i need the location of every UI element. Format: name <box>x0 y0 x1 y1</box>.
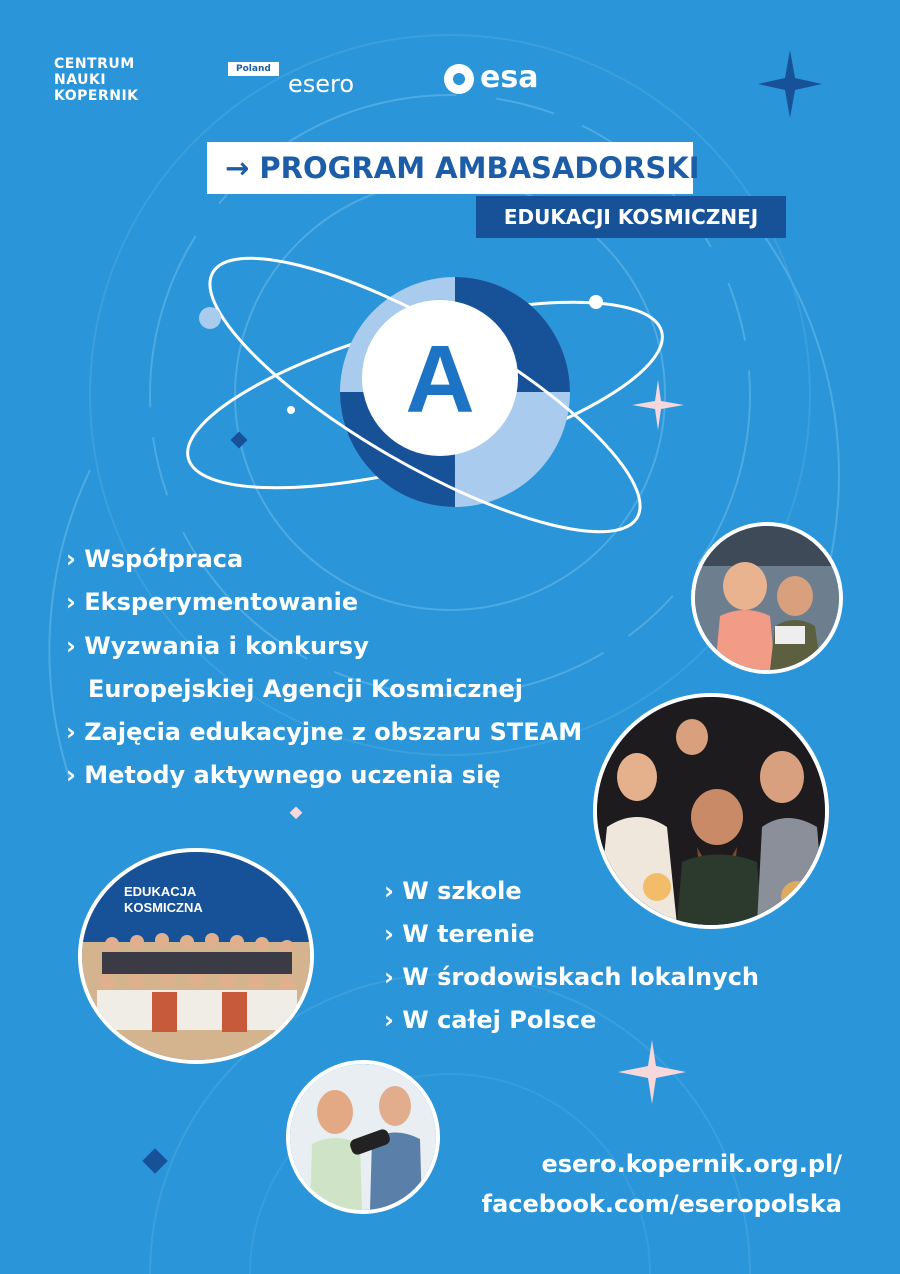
esero-poland-logo: Poland esero <box>228 52 378 102</box>
list-item: › Zajęcia edukacyjne z obszaru STEAM <box>66 718 583 747</box>
photo-demonstration <box>286 1060 440 1214</box>
centrum-nauki-kopernik-logo: CENTRUM NAUKI KOPERNIK <box>54 56 139 104</box>
list-item: › Wyzwania i konkursy <box>66 631 369 660</box>
photo-workshop <box>691 522 843 674</box>
emblem-letter: A <box>405 326 475 433</box>
facebook-link[interactable]: facebook.com/eseropolska <box>481 1190 842 1218</box>
esa-logo: esa <box>444 62 554 98</box>
list-item: › Współpraca <box>66 545 244 573</box>
list-item: Europejskiej Agencji Kosmicznej <box>88 674 523 703</box>
list-item: › W terenie <box>384 920 535 948</box>
list-item: › Metody aktywnego uczenia się <box>66 761 501 790</box>
list-item: › W całej Polsce <box>384 1006 597 1034</box>
list-item: › W szkole <box>384 877 522 905</box>
photo-group <box>78 848 314 1064</box>
page-title: → PROGRAM AMBASADORSKI <box>207 142 693 194</box>
photo-experiment-group <box>593 693 829 929</box>
group-photo-banner-line2: KOSMICZNA <box>124 900 203 915</box>
website-link[interactable]: esero.kopernik.org.pl/ <box>541 1150 842 1178</box>
group-photo-banner-line1: EDUKACJA <box>124 884 197 899</box>
page-subtitle: EDUKACJI KOSMICZNEJ <box>476 196 786 238</box>
feature-list <box>66 538 582 798</box>
list-item: › Eksperymentowanie <box>66 588 359 617</box>
list-item: › W środowiskach lokalnych <box>384 963 759 991</box>
